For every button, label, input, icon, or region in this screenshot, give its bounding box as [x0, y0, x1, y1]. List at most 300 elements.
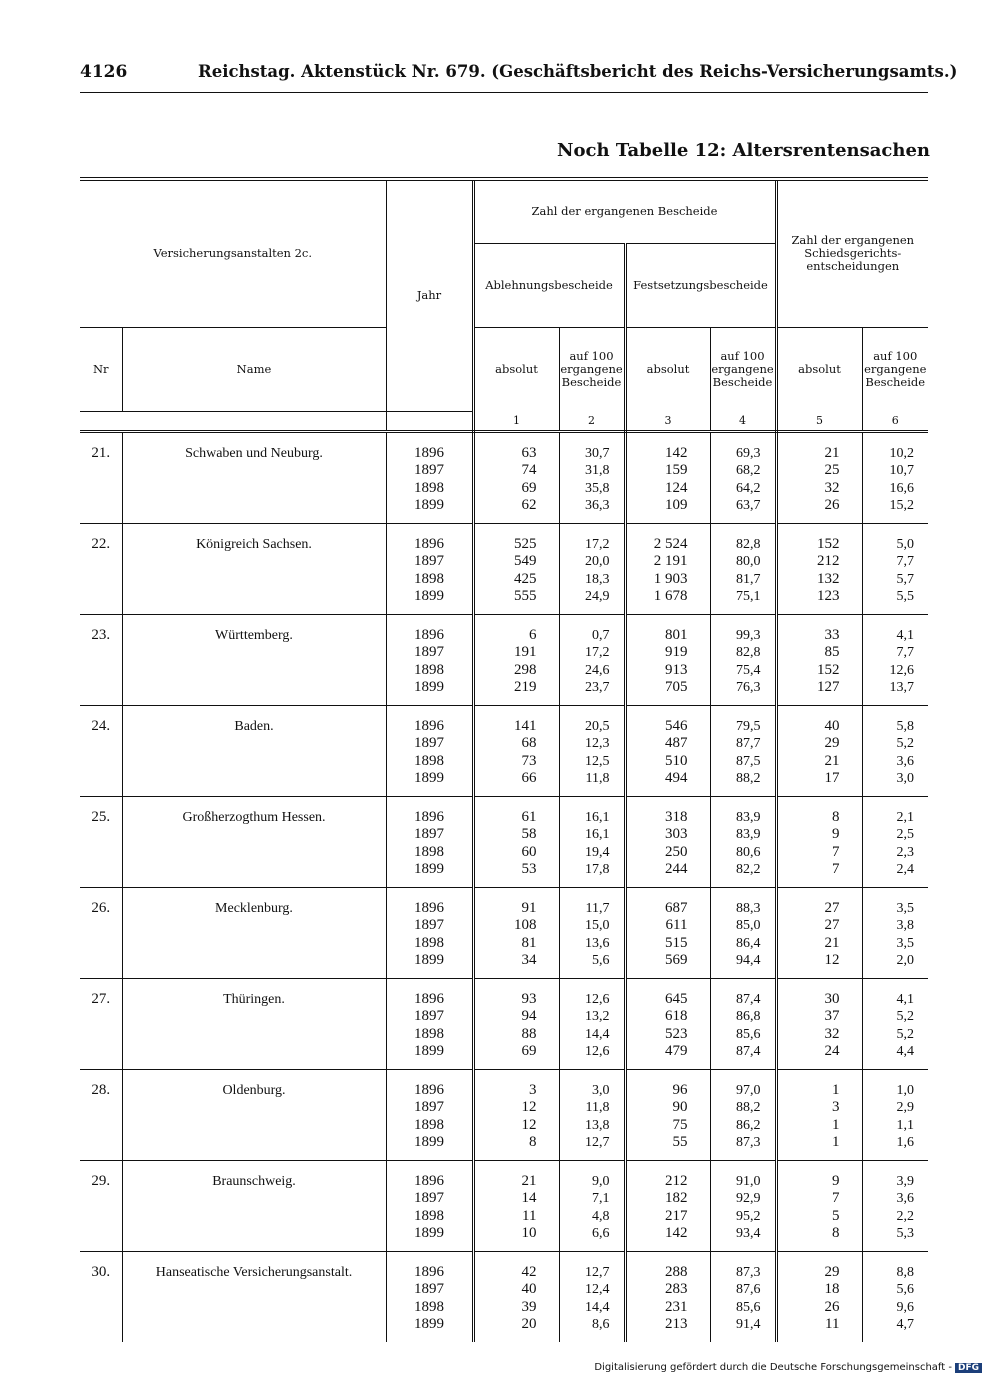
table-row [80, 614, 928, 705]
value: 29 [824, 735, 840, 751]
value: 5,8 [896, 718, 915, 734]
rejections-absolute-cell [473, 1160, 559, 1251]
value: 705 [665, 679, 688, 695]
value: 1899 [414, 861, 444, 877]
value: 68 [521, 735, 537, 751]
value: 10,2 [889, 445, 915, 461]
value: 87,6 [736, 1282, 761, 1297]
value: 109 [665, 497, 688, 513]
value: 15,0 [585, 918, 610, 933]
footer-text: Digitalisierung gefördert durch die Deutsche Forschungsgemeinschaft - [594, 1362, 952, 1373]
value: 15,2 [889, 498, 915, 513]
header-institutions: Versicherungsanstalten 2c. [80, 179, 386, 327]
value: 127 [817, 679, 840, 695]
value: 5 [832, 1207, 840, 1224]
value: 1,0 [896, 1082, 915, 1098]
value: 83,9 [736, 809, 761, 825]
value: 17,8 [585, 862, 610, 877]
value: 88,3 [736, 900, 761, 916]
value: 13,6 [585, 935, 610, 951]
arbitration-per100-cell [862, 887, 928, 978]
value: 108 [514, 917, 537, 933]
value: 6,6 [592, 1226, 610, 1241]
value: 12,3 [585, 736, 610, 751]
value: 5,6 [896, 1282, 915, 1297]
arbitration-absolute-cell [776, 1069, 862, 1160]
value: 298 [514, 661, 537, 678]
value: 1897 [414, 1008, 444, 1024]
header-c2: auf 100 ergangene Bescheide [559, 327, 625, 411]
value: 60 [521, 843, 537, 860]
value: 40 [824, 717, 840, 734]
value: 1899 [414, 952, 444, 968]
value: 92,9 [736, 1191, 761, 1206]
determinations-absolute-cell [625, 1069, 710, 1160]
value: 18 [824, 1281, 840, 1297]
value: 12,5 [585, 753, 610, 769]
value: 5,3 [896, 1226, 915, 1241]
value: 88,2 [736, 771, 761, 786]
value: 8 [529, 1134, 537, 1150]
table-subtitle: Noch Tabelle 12: Altersrentensachen [557, 140, 930, 161]
value: 21 [824, 934, 840, 951]
value: 11 [825, 1316, 840, 1332]
value: 3,9 [896, 1173, 915, 1189]
rejections-absolute-cell [473, 431, 559, 523]
value: 9 [832, 1172, 840, 1189]
value: 69 [521, 1043, 537, 1059]
value: 5,2 [896, 736, 915, 751]
determinations-per100-cell [710, 887, 776, 978]
value: 37 [824, 1008, 840, 1024]
table-row [80, 796, 928, 887]
value: 33 [824, 626, 840, 643]
value: 20 [521, 1316, 537, 1332]
value: 1896 [414, 717, 444, 734]
table-body [80, 431, 928, 1342]
determinations-per100-cell [710, 1251, 776, 1342]
value: 81 [521, 934, 537, 951]
value: 1896 [414, 1263, 444, 1280]
value: 30,7 [585, 445, 610, 461]
value: 88 [521, 1025, 537, 1042]
value: 14,4 [585, 1299, 610, 1315]
value: 142 [665, 1225, 688, 1241]
value: 12,6 [889, 662, 915, 678]
value: 25 [824, 462, 840, 478]
value: 58 [521, 826, 537, 842]
value: 64,2 [736, 480, 761, 496]
value: 7,7 [896, 645, 915, 660]
value: 1898 [414, 1116, 444, 1133]
determinations-absolute-cell [625, 1251, 710, 1342]
value: 83,9 [736, 827, 761, 842]
value: 288 [665, 1263, 688, 1280]
value: 2,2 [896, 1208, 915, 1224]
value: 12,6 [585, 1044, 610, 1059]
value: 231 [665, 1298, 688, 1315]
year-cell [386, 523, 473, 614]
value: 74 [521, 462, 537, 478]
value: 1899 [414, 1043, 444, 1059]
value: 85,6 [736, 1026, 761, 1042]
value: 94,4 [736, 953, 761, 968]
table-row [80, 978, 928, 1069]
value: 3,5 [896, 935, 915, 951]
determinations-absolute-cell [625, 614, 710, 705]
value: 2,5 [896, 827, 915, 842]
value: 5,2 [896, 1009, 915, 1024]
value: 17,2 [585, 645, 610, 660]
value: 1899 [414, 1134, 444, 1150]
value: 1899 [414, 497, 444, 513]
value: 9,6 [896, 1299, 915, 1315]
value: 87,3 [736, 1264, 761, 1280]
value: 159 [665, 462, 688, 478]
value: 1,6 [896, 1135, 915, 1150]
dfg-logo: DFG [955, 1363, 982, 1373]
institution-name: Braunschweig. [122, 1160, 386, 1251]
value: 12 [521, 1116, 537, 1133]
value: 1898 [414, 1025, 444, 1042]
rejections-absolute-cell [473, 614, 559, 705]
institution-name: Oldenburg. [122, 1069, 386, 1160]
institution-name: Schwaben und Neuburg. [122, 431, 386, 523]
header-nr: Nr [80, 327, 122, 411]
value: 39 [521, 1298, 537, 1315]
determinations-absolute-cell [625, 523, 710, 614]
value: 4,8 [592, 1208, 610, 1224]
value: 40 [521, 1281, 537, 1297]
value: 79,5 [736, 718, 761, 734]
value: 73 [521, 752, 537, 769]
value: 1896 [414, 899, 444, 916]
value: 152 [817, 661, 840, 678]
value: 21 [521, 1172, 537, 1189]
institution-name: Hanseatische Versicherungsanstalt. [122, 1251, 386, 1342]
col-number: 1 [473, 411, 559, 431]
row-number: 29. [80, 1160, 122, 1251]
value: 75 [672, 1116, 688, 1133]
table-row [80, 523, 928, 614]
value: 515 [665, 934, 688, 951]
arbitration-absolute-cell [776, 796, 862, 887]
value: 479 [665, 1043, 688, 1059]
rejections-absolute-cell [473, 705, 559, 796]
value: 283 [665, 1281, 688, 1297]
value: 82,8 [736, 536, 761, 552]
arbitration-absolute-cell [776, 1251, 862, 1342]
value: 3 [529, 1081, 537, 1098]
rejections-absolute-cell [473, 1069, 559, 1160]
arbitration-per100-cell [862, 523, 928, 614]
rejections-absolute-cell [473, 1251, 559, 1342]
value: 219 [514, 679, 537, 695]
running-title: Reichstag. Aktenstück Nr. 679. (Geschäftsbericht des Reichs-Versicherungsamts.) [198, 62, 958, 81]
value: 1 [832, 1081, 840, 1098]
arbitration-per100-cell [862, 1251, 928, 1342]
value: 318 [665, 808, 688, 825]
arbitration-per100-cell [862, 614, 928, 705]
value: 27 [824, 899, 840, 916]
value: 90 [672, 1099, 688, 1115]
footer [594, 1362, 982, 1373]
value: 14,4 [585, 1026, 610, 1042]
year-cell [386, 431, 473, 523]
col-number: 6 [862, 411, 928, 431]
value: 55 [672, 1134, 688, 1150]
institution-name: Großherzogthum Hessen. [122, 796, 386, 887]
determinations-per100-cell [710, 705, 776, 796]
value: 76,3 [736, 680, 761, 695]
value: 91,4 [736, 1317, 761, 1332]
value: 1898 [414, 479, 444, 496]
determinations-per100-cell [710, 1160, 776, 1251]
year-cell [386, 978, 473, 1069]
header-name: Name [122, 327, 386, 411]
table-row [80, 1251, 928, 1342]
rejections-per100-cell [559, 431, 625, 523]
value: 124 [665, 479, 688, 496]
value: 20,0 [585, 554, 610, 569]
institution-name: Thüringen. [122, 978, 386, 1069]
value: 525 [514, 535, 537, 552]
value: 303 [665, 826, 688, 842]
value: 1 [832, 1116, 840, 1133]
determinations-per100-cell [710, 523, 776, 614]
year-cell [386, 1160, 473, 1251]
rejections-per100-cell [559, 523, 625, 614]
value: 35,8 [585, 480, 610, 496]
row-number: 27. [80, 978, 122, 1069]
value: 63,7 [736, 498, 761, 513]
value: 12,7 [585, 1135, 610, 1150]
value: 10,7 [889, 463, 915, 478]
value: 11,8 [585, 771, 610, 786]
value: 1896 [414, 1172, 444, 1189]
value: 85,0 [736, 918, 761, 933]
value: 523 [665, 1025, 688, 1042]
value: 61 [521, 808, 537, 825]
table-row [80, 431, 928, 523]
value: 80,0 [736, 554, 761, 569]
value: 132 [817, 570, 840, 587]
value: 68,2 [736, 463, 761, 478]
value: 5,0 [896, 536, 915, 552]
rejections-per100-cell [559, 1069, 625, 1160]
value: 7 [832, 1190, 840, 1206]
value: 5,5 [896, 589, 915, 604]
rejections-per100-cell [559, 1160, 625, 1251]
value: 510 [665, 752, 688, 769]
arbitration-absolute-cell [776, 523, 862, 614]
value: 26 [824, 1298, 840, 1315]
value: 85,6 [736, 1299, 761, 1315]
value: 17,2 [585, 536, 610, 552]
year-cell [386, 1069, 473, 1160]
value: 618 [665, 1008, 688, 1024]
value: 14 [521, 1190, 537, 1206]
determinations-absolute-cell [625, 431, 710, 523]
value: 1898 [414, 752, 444, 769]
header-c1: absolut [473, 327, 559, 411]
value: 1898 [414, 570, 444, 587]
year-cell [386, 1251, 473, 1342]
value: 3,8 [896, 918, 915, 933]
value: 7 [832, 843, 840, 860]
value: 21 [824, 444, 840, 461]
header-c4: auf 100 ergangene Bescheide [710, 327, 776, 411]
col-number: 4 [710, 411, 776, 431]
value: 123 [817, 588, 840, 604]
value: 12 [521, 1099, 537, 1115]
row-number: 23. [80, 614, 122, 705]
value: 1898 [414, 843, 444, 860]
value: 32 [824, 479, 840, 496]
value: 1899 [414, 588, 444, 604]
value: 1899 [414, 1225, 444, 1241]
value: 244 [665, 861, 688, 877]
value: 12 [824, 952, 840, 968]
value: 913 [665, 661, 688, 678]
determinations-absolute-cell [625, 978, 710, 1069]
value: 7 [832, 861, 840, 877]
year-cell [386, 796, 473, 887]
arbitration-absolute-cell [776, 887, 862, 978]
value: 53 [521, 861, 537, 877]
value: 87,7 [736, 736, 761, 751]
value: 2,1 [896, 809, 915, 825]
value: 549 [514, 553, 537, 569]
value: 34 [521, 952, 537, 968]
row-number: 28. [80, 1069, 122, 1160]
value: 82,2 [736, 862, 761, 877]
arbitration-absolute-cell [776, 1160, 862, 1251]
value: 11 [522, 1207, 537, 1224]
value: 1899 [414, 1316, 444, 1332]
value: 24,9 [585, 589, 610, 604]
value: 1 [832, 1134, 840, 1150]
value: 1896 [414, 535, 444, 552]
value: 1898 [414, 1298, 444, 1315]
value: 1896 [414, 1081, 444, 1098]
value: 1896 [414, 990, 444, 1007]
value: 4,1 [896, 991, 915, 1007]
value: 23,7 [585, 680, 610, 695]
value: 36,3 [585, 498, 610, 513]
value: 1899 [414, 679, 444, 695]
value: 555 [514, 588, 537, 604]
row-number: 30. [80, 1251, 122, 1342]
value: 69,3 [736, 445, 761, 461]
value: 82,8 [736, 645, 761, 660]
table-row [80, 887, 928, 978]
header-c6: auf 100 ergangene Bescheide [864, 348, 927, 389]
value: 141 [514, 717, 537, 734]
value: 93 [521, 990, 537, 1007]
value: 7,1 [592, 1191, 610, 1206]
header-rule [80, 92, 928, 93]
value: 26 [824, 497, 840, 513]
value: 88,2 [736, 1100, 761, 1115]
header-c3: absolut [625, 327, 710, 411]
value: 1897 [414, 644, 444, 660]
value: 611 [665, 917, 688, 933]
value: 1,1 [896, 1117, 915, 1133]
value: 9 [832, 826, 840, 842]
rejections-absolute-cell [473, 796, 559, 887]
value: 6 [529, 626, 537, 643]
value: 546 [665, 717, 688, 734]
table-row [80, 1160, 928, 1251]
institution-name: Mecklenburg. [122, 887, 386, 978]
rejections-absolute-cell [473, 523, 559, 614]
value: 1896 [414, 444, 444, 461]
arbitration-per100-cell [862, 431, 928, 523]
determinations-absolute-cell [625, 887, 710, 978]
value: 81,7 [736, 571, 761, 587]
rejections-absolute-cell [473, 978, 559, 1069]
value: 1897 [414, 1281, 444, 1297]
page-number: 4126 [80, 62, 128, 82]
value: 1896 [414, 626, 444, 643]
value: 96 [672, 1081, 688, 1098]
value: 1896 [414, 808, 444, 825]
value: 212 [817, 553, 840, 569]
value: 212 [665, 1172, 688, 1189]
row-number: 26. [80, 887, 122, 978]
arbitration-per100-cell [862, 1160, 928, 1251]
num-blank [80, 411, 122, 431]
value: 87,5 [736, 753, 761, 769]
value: 8 [832, 808, 840, 825]
statistics-table [80, 177, 928, 1342]
value: 27 [824, 917, 840, 933]
value: 142 [665, 444, 688, 461]
value: 487 [665, 735, 688, 751]
value: 94 [521, 1008, 537, 1024]
arbitration-absolute-cell [776, 978, 862, 1069]
header-year: Jahr [386, 179, 473, 411]
value: 3,5 [896, 900, 915, 916]
value: 919 [665, 644, 688, 660]
value: 8,8 [896, 1264, 915, 1280]
value: 1898 [414, 1207, 444, 1224]
value: 85 [824, 644, 840, 660]
rejections-absolute-cell [473, 887, 559, 978]
header-decisions: Zahl der ergangenen Bescheide [473, 179, 776, 243]
institution-name: Baden. [122, 705, 386, 796]
value: 2 524 [653, 535, 688, 552]
value: 2,3 [896, 844, 915, 860]
value: 66 [521, 770, 537, 786]
value: 69 [521, 479, 537, 496]
value: 425 [514, 570, 537, 587]
value: 801 [665, 626, 688, 643]
value: 645 [665, 990, 688, 1007]
value: 687 [665, 899, 688, 916]
value: 87,3 [736, 1135, 761, 1150]
value: 1897 [414, 1190, 444, 1206]
value: 191 [514, 644, 537, 660]
value: 182 [665, 1190, 688, 1206]
value: 12,7 [585, 1264, 610, 1280]
value: 1897 [414, 826, 444, 842]
value: 3,0 [896, 771, 915, 786]
value: 31,8 [585, 463, 610, 478]
institution-name: Württemberg. [122, 614, 386, 705]
col-number: 3 [625, 411, 710, 431]
